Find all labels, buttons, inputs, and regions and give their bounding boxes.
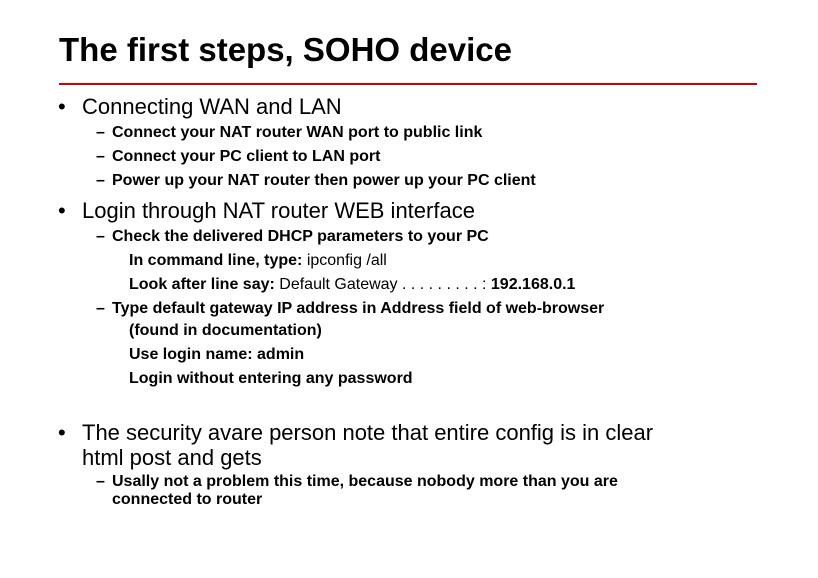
look-label: Look after line say: xyxy=(129,276,280,293)
gateway-hint xyxy=(129,274,575,296)
sub-item-text: Usally not a problem this time, because nobody more than you are xyxy=(112,473,618,490)
dash-glyph: – xyxy=(96,124,105,141)
sub-line xyxy=(96,491,618,509)
sub-item-text: connected to router xyxy=(112,491,263,508)
bullet-text: Login through NAT router WEB interface xyxy=(82,198,475,223)
sub-item xyxy=(96,473,618,509)
sub-item-text: Connect your PC client to LAN port xyxy=(112,148,381,165)
bullet-text: Connecting WAN and LAN xyxy=(82,94,342,119)
gateway-ip: 192.168.0.1 xyxy=(490,276,576,293)
bullet-line xyxy=(58,445,778,470)
bullet-glyph: • xyxy=(58,420,66,445)
sub-item-text: Connect your NAT router WAN port to public link xyxy=(112,124,483,141)
bullet-line xyxy=(58,420,778,445)
bullet-glyph: • xyxy=(58,94,66,119)
sub-line xyxy=(96,473,618,491)
dash-glyph: – xyxy=(96,473,105,490)
sub-item xyxy=(96,298,604,320)
sub-item xyxy=(96,146,380,168)
bullet-login xyxy=(58,198,475,223)
sub-item-text: Check the delivered DHCP parameters to your PC xyxy=(112,228,489,245)
page-title: The first steps, SOHO device xyxy=(59,31,512,68)
bullet-text: html post and gets xyxy=(82,445,262,470)
dash-glyph: – xyxy=(96,228,105,245)
sub-item-text: Power up your NAT router then power up your PC client xyxy=(112,172,536,189)
sub-note: Use login name: admin xyxy=(129,346,305,363)
title-divider xyxy=(59,83,757,85)
sub-item xyxy=(96,170,536,192)
look-value: Default Gateway . . . . . . . . . : xyxy=(279,276,491,293)
command-line-hint xyxy=(129,250,387,272)
cmd-label: In command line, type: xyxy=(129,252,307,269)
dash-glyph: – xyxy=(96,148,105,165)
dash-glyph: – xyxy=(96,172,105,189)
sub-item xyxy=(96,122,482,144)
dash-glyph: – xyxy=(96,300,105,317)
sub-item-text: Type default gateway IP address in Address field of web-browser xyxy=(112,300,605,317)
cmd-value: ipconfig /all xyxy=(306,252,387,269)
bullet-connecting xyxy=(58,94,342,119)
bullet-text: The security avare person note that entire config is in clear xyxy=(82,420,654,445)
sub-note: Login without entering any password xyxy=(129,370,413,387)
bullet-glyph: • xyxy=(58,198,66,223)
bullet-security xyxy=(58,420,778,470)
sub-note: (found in documentation) xyxy=(129,322,322,339)
sub-item xyxy=(96,226,489,248)
